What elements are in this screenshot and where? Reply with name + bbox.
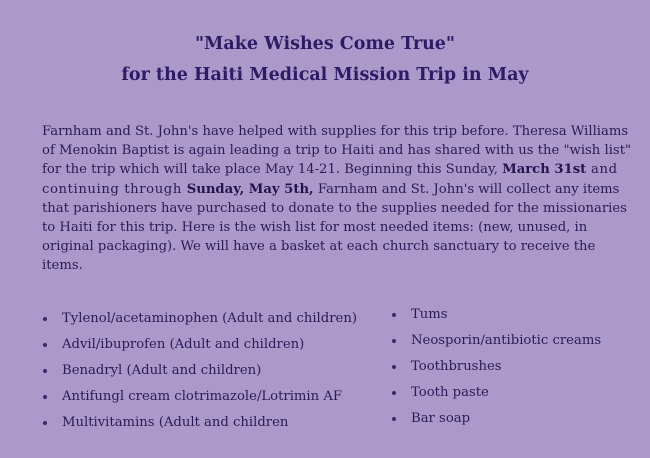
list-item-label: Tylenol/acetaminophen (Adult and children) — [62, 311, 357, 326]
list-item-label: Benadryl (Adult and children) — [62, 363, 262, 378]
list-item — [391, 305, 601, 331]
list-item-label: Bar soap — [411, 411, 471, 426]
page-title: "Make Wishes Come True" — [194, 34, 456, 54]
bullet-icon — [43, 317, 47, 321]
wish-list-right — [391, 305, 601, 435]
list-item — [391, 409, 601, 435]
list-item — [42, 335, 357, 361]
bullet-icon — [392, 313, 396, 317]
list-item-label: Tooth paste — [411, 385, 489, 400]
list-item-label: Toothbrushes — [411, 359, 502, 374]
wish-list-left — [42, 309, 357, 439]
paragraph-rest: Farnham and St. John's will collect any items that parishioners have purchased to donate to the supplies needed for the missionaries to Haiti for this trip. Here is the wish list for most needed items: (new, unused, in original packaging). We will have a basket at each church sanctuary to receive the items. — [42, 181, 627, 274]
paragraph-middle: and continuing through — [42, 162, 618, 197]
list-item-label: Multivitamins (Adult and children — [62, 415, 289, 430]
list-item-label: Tums — [411, 307, 448, 322]
bullet-icon — [392, 365, 396, 369]
announcement-paragraph — [42, 122, 632, 276]
list-item-label: Advil/ibuprofen (Adult and children) — [62, 337, 305, 352]
list-item — [391, 383, 601, 409]
list-item — [391, 331, 601, 357]
bullet-icon — [392, 417, 396, 421]
start-date: March 31st — [502, 162, 587, 178]
list-item-label: Neosporin/antibiotic creams — [411, 333, 602, 348]
bullet-icon — [392, 391, 396, 395]
list-item — [42, 309, 357, 335]
list-item — [42, 413, 357, 439]
bullet-icon — [43, 421, 47, 425]
end-date: Sunday, May 5th, — [186, 181, 314, 197]
bullet-icon — [392, 339, 396, 343]
list-item — [391, 357, 601, 383]
page-subtitle: for the Haiti Medical Mission Trip in May — [121, 65, 529, 85]
bullet-icon — [43, 369, 47, 373]
list-item — [42, 387, 357, 413]
list-item-label: Antifungl cream clotrimazole/Lotrimin AF — [62, 389, 342, 404]
paragraph-intro: Farnham and St. John's have helped with supplies for this trip before. Theresa Williams of Menokin Baptist is again leading a trip to Haiti and has shared with us the "wish list" for the trip which will take place May 14-21. Beginning this Sunday, — [42, 124, 632, 178]
bullet-icon — [43, 395, 47, 399]
bullet-icon — [43, 343, 47, 347]
list-item — [42, 361, 357, 387]
